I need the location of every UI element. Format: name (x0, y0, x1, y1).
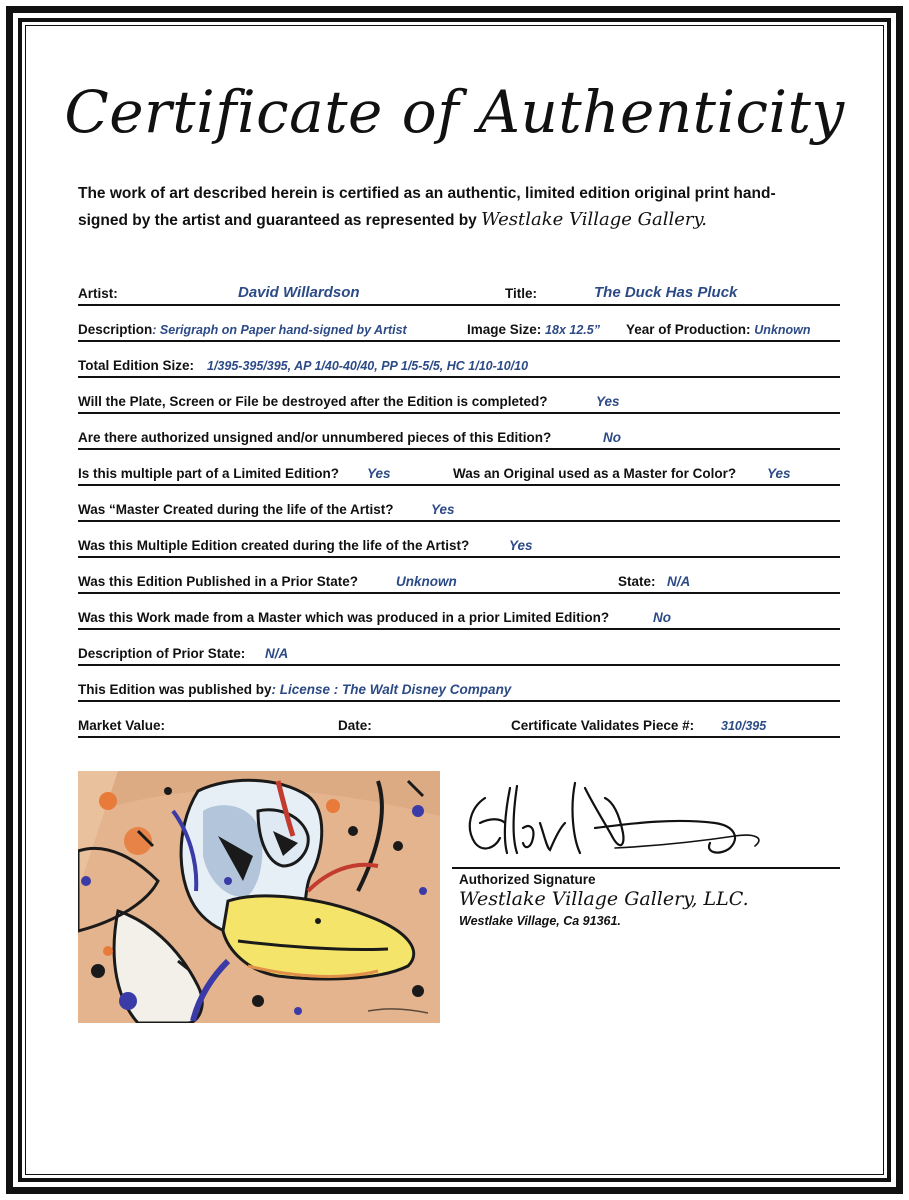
edition-size-row (78, 350, 840, 378)
plate-destroyed-row (78, 386, 840, 414)
market-value-label: Market Value: (78, 718, 166, 733)
publisher-group (78, 682, 511, 697)
publisher-value: : License : The Walt Disney Company (271, 682, 512, 697)
multiple-part-label: Is this multiple part of a Limited Edition? (78, 466, 340, 481)
prior-description-value: N/A (265, 646, 289, 661)
piece-label: Certificate Validates Piece #: (511, 718, 695, 733)
original-master-label: Was an Original used as a Master for Color? (453, 466, 737, 481)
master-prior-value: No (653, 610, 671, 625)
master-life-value: Yes (431, 502, 455, 517)
prior-state-value: Unknown (396, 574, 457, 589)
market-value-row (78, 710, 840, 738)
edition-life-row (78, 530, 840, 558)
year-value: Unknown (754, 323, 811, 337)
title-label: Title: (505, 286, 538, 301)
date-label: Date: (338, 718, 372, 733)
image-size-label: Image Size: (467, 322, 542, 337)
master-prior-label: Was this Work made from a Master which was produced in a prior Limited Edition? (78, 610, 610, 625)
master-prior-row (78, 602, 840, 630)
master-life-label: Was “Master Created during the life of the Artist? (78, 502, 394, 517)
edition-size-value: 1/395-395/395, AP 1/40-40/40, PP 1/5-5/5, HC 1/10-10/10 (207, 359, 529, 373)
artist-value: David Willardson (238, 284, 360, 301)
image-size-group (467, 322, 600, 337)
intro-paragraph (78, 181, 818, 234)
master-life-row (78, 494, 840, 522)
description-group (78, 322, 407, 337)
multiple-part-value: Yes (367, 466, 391, 481)
unsigned-pieces-value: No (603, 430, 621, 445)
plate-destroyed-value: Yes (596, 394, 620, 409)
artist-title-row (78, 278, 840, 306)
piece-value: 310/395 (721, 719, 767, 733)
prior-description-label: Description of Prior State: (78, 646, 246, 661)
year-group (626, 322, 811, 337)
signature-gallery-name: Westlake Village Gallery, LLC. (459, 888, 749, 910)
signature-label: Authorized Signature (459, 872, 596, 887)
unsigned-pieces-label: Are there authorized unsigned and/or unnumbered pieces of this Edition? (78, 430, 552, 445)
original-master-value: Yes (767, 466, 791, 481)
intro-text: The work of art described herein is certified as an authentic, limited edition original print hand-signed by the artist and guaranteed as represented by (78, 185, 776, 229)
description-value: : Serigraph on Paper hand-signed by Artist (152, 323, 407, 337)
prior-state-row (78, 566, 840, 594)
edition-size-label: Total Edition Size: (78, 358, 194, 373)
unsigned-pieces-row (78, 422, 840, 450)
title-value: The Duck Has Pluck (594, 284, 738, 301)
certificate-title: Certificate of Authenticity (64, 78, 845, 146)
multiple-part-row (78, 458, 840, 486)
intro-gallery-name: Westlake Village Gallery. (481, 209, 708, 230)
artwork-image (78, 771, 440, 1023)
prior-state-label: Was this Edition Published in a Prior State? (78, 574, 359, 589)
description-label: Description (78, 322, 153, 337)
image-size-value: 18x 12.5” (545, 323, 600, 337)
state-value: N/A (667, 574, 691, 589)
publisher-row (78, 674, 840, 702)
year-label: Year of Production: (626, 322, 751, 337)
signature-gallery-city: Westlake Village, Ca 91361. (459, 914, 621, 928)
authorized-signature-drawing (455, 768, 775, 868)
edition-life-value: Yes (509, 538, 533, 553)
state-label: State: (618, 574, 656, 589)
prior-description-row (78, 638, 840, 666)
edition-life-label: Was this Multiple Edition created during the life of the Artist? (78, 538, 470, 553)
signature-line (452, 867, 840, 869)
publisher-label: This Edition was published by (78, 682, 272, 697)
artist-label: Artist: (78, 286, 118, 301)
description-row (78, 314, 840, 342)
plate-destroyed-label: Will the Plate, Screen or File be destroyed after the Edition is completed? (78, 394, 548, 409)
